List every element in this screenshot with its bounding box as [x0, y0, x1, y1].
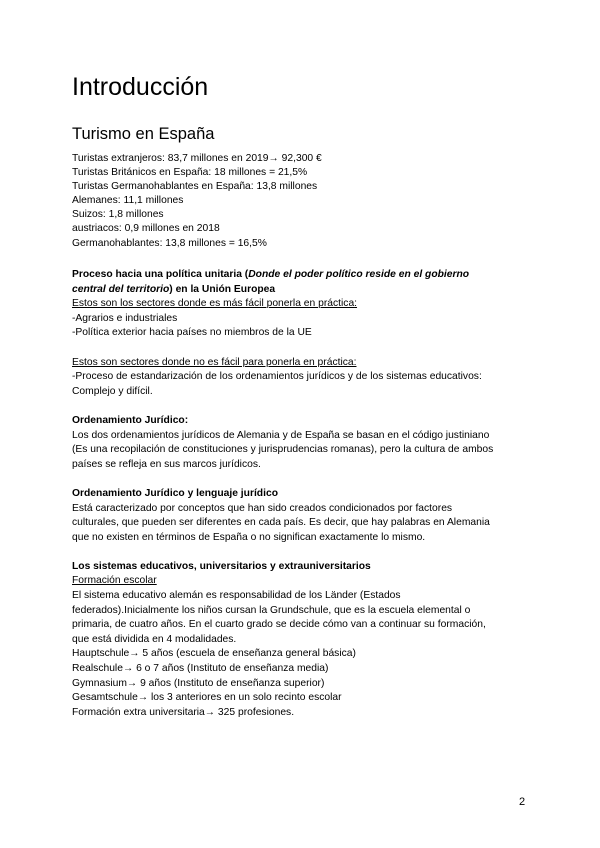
paragraph-line: Está caracterizado por conceptos que han sido creados condicionados por factores [72, 502, 453, 514]
stat-line: austriacos: 0,9 millones en 2018 [72, 223, 220, 235]
stat-line: Turistas Británicos en España: 18 millones = 21,5% [72, 167, 308, 179]
paragraph-line: que no existen en términos de España o no significan exactamente lo mismo. [72, 531, 426, 543]
paragraph-line: federados).Inicialmente los niños cursan la Grundschule, que es la escuela elemental o [72, 604, 471, 616]
section-heading-sistemas: Los sistemas educativos, universitarios y extrauniversitarios [72, 560, 371, 572]
paragraph-line: que está dividida en 4 modalidades. [72, 633, 237, 645]
list-item: -Agrarios e industriales [72, 312, 178, 324]
section-heading-ordenamiento: Ordenamiento Jurídico: [72, 414, 189, 426]
paragraph-line: Gesamtschule→ los 3 anteriores en un solo recinto escolar [72, 692, 342, 704]
tourism-stats [72, 152, 322, 251]
list-item: -Política exterior hacia países no miembros de la UE [72, 327, 312, 339]
page-title: Introducción [72, 73, 209, 101]
paragraph-line: (Es una recopilación de constituciones y jurisprudencias romanas), pero la cultura de ambos [72, 444, 494, 456]
list-item: Complejo y difícil. [72, 385, 153, 397]
paragraph-line: El sistema educativo alemán es responsabilidad de los Länder (Estados [72, 590, 401, 602]
paragraph-line: primaria, de cuatro años. En el cuarto grado se decide cómo van a continuar su formación, [72, 619, 486, 631]
paragraph-line: países se refleja en sus marcos jurídicos. [72, 458, 261, 470]
section-subtitle: Turismo en España [72, 125, 215, 143]
list-item: -Proceso de estandarización de los ordenamientos jurídicos y de los sistemas educativos: [72, 371, 482, 383]
section-heading-politica-cont: central del territorio) en la Unión Europea [72, 283, 276, 295]
stat-line: Turistas extranjeros: 83,7 millones en 2019→ 92,300 € [72, 153, 322, 164]
stat-line: Suizos: 1,8 millones [72, 209, 164, 221]
paragraph-line: Gymnasium→ 9 años (Instituto de enseñanza superior) [72, 677, 325, 689]
document-body [72, 268, 528, 720]
section-heading-politica: Proceso hacia una política unitaria (Donde el poder político reside en el gobierno [72, 269, 470, 280]
page-number: 2 [519, 796, 526, 808]
section-heading-lenguaje: Ordenamiento Jurídico y lenguaje jurídico [72, 487, 278, 499]
paragraph-line: Formación extra universitaria→ 325 profesiones. [72, 706, 295, 718]
paragraph-line: Hauptschule→ 5 años (escuela de enseñanza general básica) [72, 648, 356, 660]
stat-line: Germanohablantes: 13,8 millones = 16,5% [72, 237, 267, 249]
formacion-escolar-label: Formación escolar [72, 575, 157, 587]
easy-sectors-label: Estos son los sectores donde es más fácil ponerla en práctica: [72, 298, 358, 310]
stat-line: Turistas Germanohablantes en España: 13,8 millones [72, 181, 318, 193]
paragraph-line: culturales, que pueden ser diferentes en cada país. Es decir, que hay palabras en Alemania [72, 517, 490, 529]
hard-sectors-label: Estos son sectores donde no es fácil para ponerla en práctica: [72, 356, 357, 368]
paragraph-line: Realschule→ 6 o 7 años (Instituto de enseñanza media) [72, 663, 329, 675]
stat-line: Alemanes: 11,1 millones [72, 195, 184, 207]
paragraph-line: Los dos ordenamientos jurídicos de Alemania y de España se basan en el código justiniano [72, 429, 490, 441]
